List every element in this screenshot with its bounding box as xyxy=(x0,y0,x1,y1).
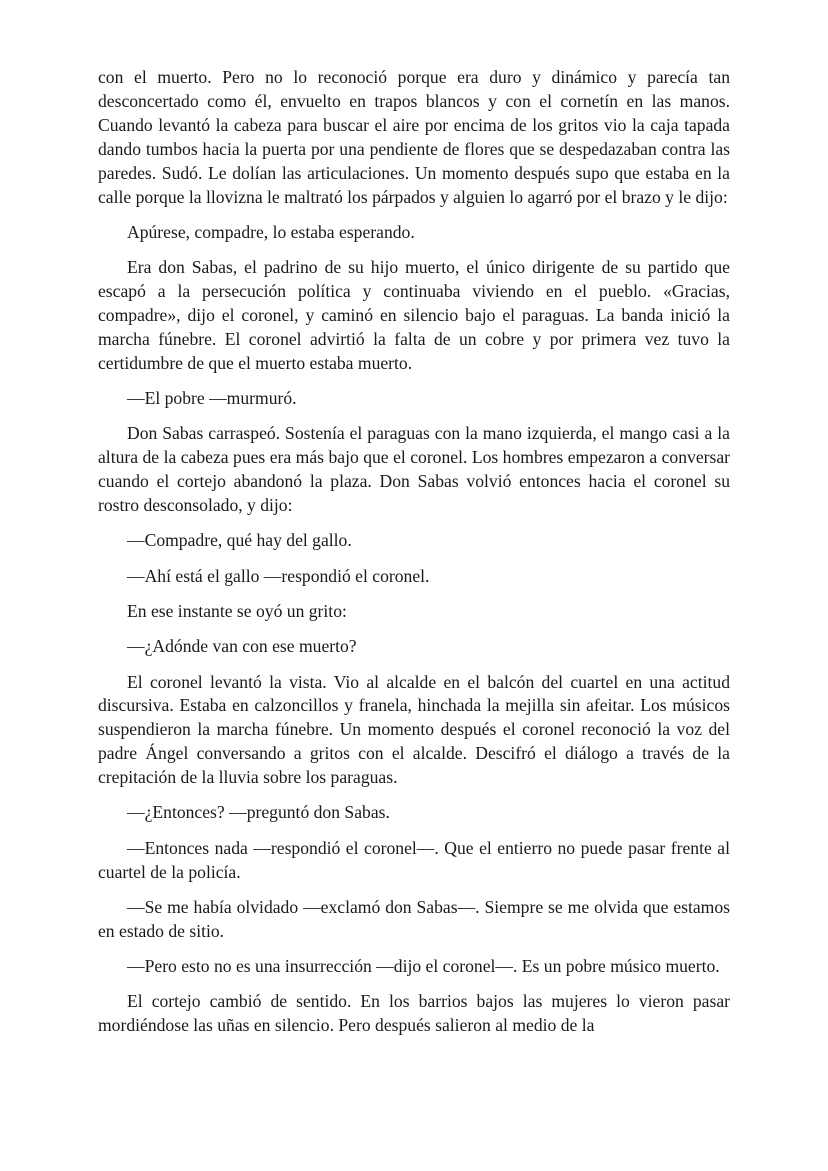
dialogue-line: —Se me había olvidado —exclamó don Sabas—. Siempre se me olvida que estamos en estado de sitio. xyxy=(98,896,730,941)
paragraph: Era don Sabas, el padrino de su hijo muerto, el único dirigente de su partido que escapó a la persecución política y continuaba viviendo en el pueblo. «Gracias, compadre», dijo el coronel, y caminó en silencio bajo el paraguas. La banda inició la marcha fúnebre. El coronel advirtió la falta de un cobre y por primera vez tuvo la certidumbre de que el muerto estaba muerto. xyxy=(98,257,730,373)
paragraph: Don Sabas carraspeó. Sostenía el paraguas con la mano izquierda, el mango casi a la altura de la cabeza pues era más bajo que el coronel. Los hombres empezaron a conversar cuando el cortejo abandonó la plaza. Don Sabas volvió entonces hacia el coronel su rostro desconsolado, y dijo: xyxy=(98,423,730,516)
dialogue-line: —Pero esto no es una insurrección —dijo el coronel—. Es un pobre músico muerto. xyxy=(127,956,720,977)
dialogue-line: —¿Entonces? —preguntó don Sabas. xyxy=(127,802,390,823)
paragraph: El cortejo cambió de sentido. En los barrios bajos las mujeres lo vieron pasar mordiéndose las uñas en silencio. Pero después salieron al medio de la xyxy=(98,991,730,1036)
dialogue-line: —El pobre —murmuró. xyxy=(127,388,297,409)
dialogue-line: —Ahí está el gallo —respondió el coronel. xyxy=(127,565,430,586)
book-page xyxy=(98,66,730,1050)
paragraph: Apúrese, compadre, lo estaba esperando. xyxy=(127,221,415,242)
dialogue-line: —Entonces nada —respondió el coronel—. Que el entierro no puede pasar frente al cuartel de la policía. xyxy=(98,837,730,882)
paragraph: En ese instante se oyó un grito: xyxy=(127,600,347,621)
paragraph-continuation: con el muerto. Pero no lo reconoció porque era duro y dinámico y parecía tan desconcertado como él, envuelto en trapos blancos y con el cornetín en las manos. Cuando levantó la cabeza para buscar el aire por encima de los gritos vio la caja tapada dando tumbos hacia la puerta por una pendiente de flores que se despedazaban contra las paredes. Sudó. Le dolían las articulaciones. Un momento después supo que estaba en la calle porque la llovizna le maltrató los párpados y alguien lo agarró por el brazo y le dijo: xyxy=(98,67,730,207)
dialogue-line: —Compadre, qué hay del gallo. xyxy=(127,530,352,551)
dialogue-line: —¿Adónde van con ese muerto? xyxy=(127,636,357,657)
paragraph: El coronel levantó la vista. Vio al alcalde en el balcón del cuartel en una actitud discursiva. Estaba en calzoncillos y franela, hinchada la mejilla sin afeitar. Los músicos suspendieron la marcha fúnebre. Un momento después el coronel reconoció la voz del padre Ángel conversando a gritos con el alcalde. Descifró el diálogo a través de la crepitación de la lluvia sobre los paraguas. xyxy=(98,671,730,788)
